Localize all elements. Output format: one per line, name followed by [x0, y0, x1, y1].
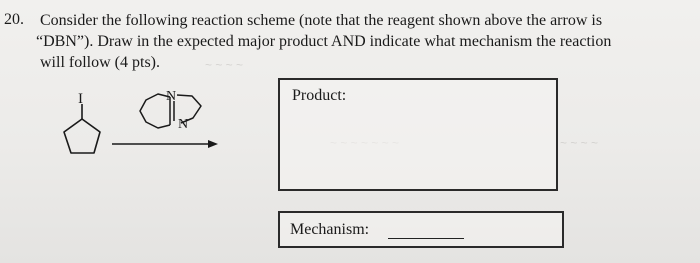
dbn-five-ring	[177, 95, 201, 123]
iodine-label: I	[78, 91, 83, 107]
bleed-through-decoration: ~ ~ ~ ~	[205, 58, 244, 72]
bleed-through-decoration: ~ ~ ~ ~	[560, 136, 599, 150]
question-line-1: Consider the following reaction scheme (note that the reagent shown above the arrow is	[40, 12, 603, 29]
question-prompt	[36, 10, 695, 73]
reagent-dbn	[140, 94, 201, 128]
product-answer-box[interactable]	[278, 78, 558, 191]
product-label: Product:	[292, 87, 347, 104]
mechanism-answer-line[interactable]	[388, 238, 464, 239]
question-number: 20.	[4, 11, 24, 28]
dbn-seven-ring	[140, 94, 170, 128]
reactant-iodocyclopentane	[64, 104, 100, 153]
mechanism-answer-box[interactable]	[278, 211, 564, 248]
cyclopentane-ring	[64, 119, 100, 153]
dbn-nitrogen-top: N	[166, 89, 177, 104]
question-line-2: “DBN”). Draw in the expected major product AND indicate what mechanism the reaction	[36, 33, 612, 50]
reaction-arrow	[112, 140, 218, 148]
dbn-nitrogen-bottom: N	[178, 117, 189, 132]
mechanism-label: Mechanism:	[290, 221, 370, 238]
question-line-3: will follow (4 pts).	[40, 54, 160, 71]
